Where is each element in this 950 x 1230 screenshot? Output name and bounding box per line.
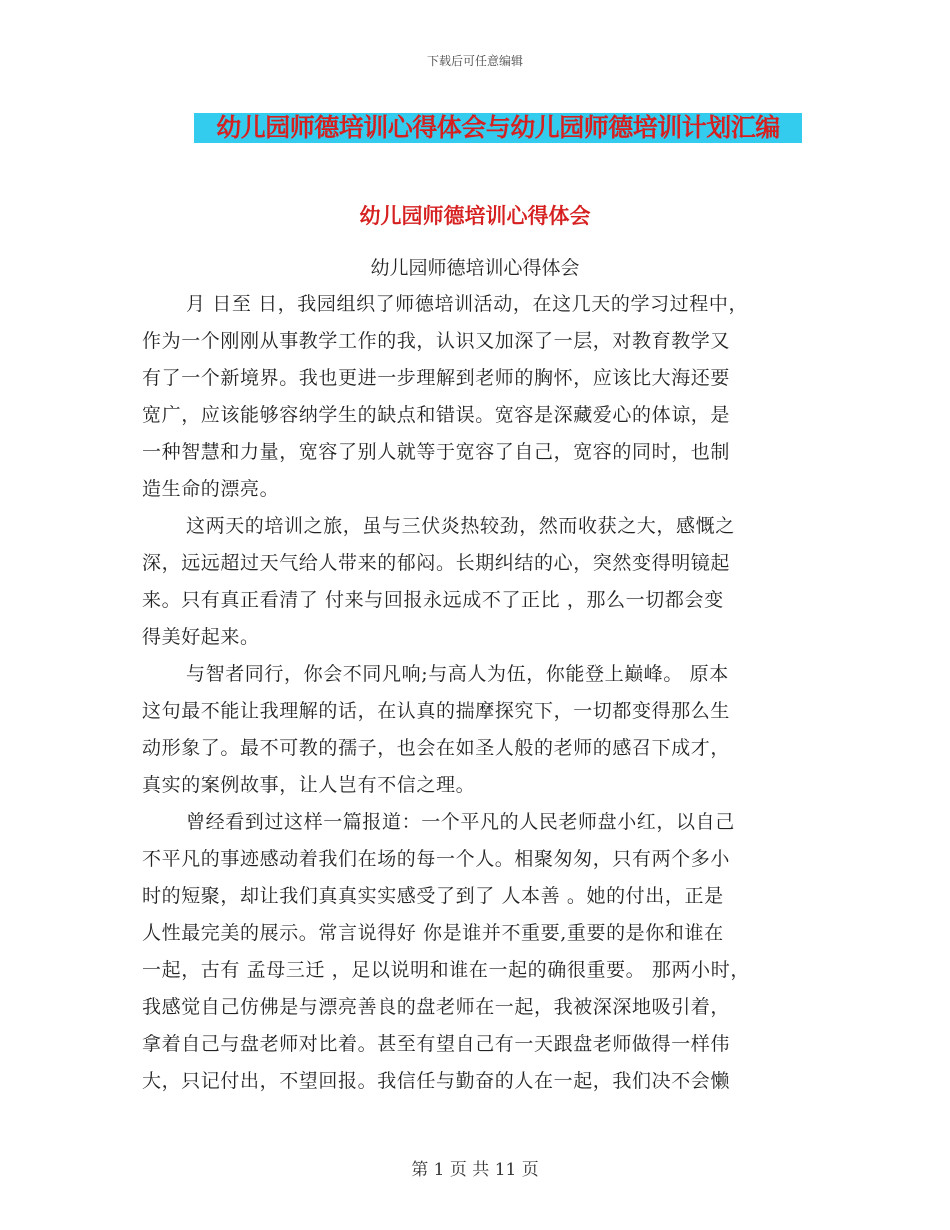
text-line: 作为一个刚刚从事教学工作的我，认识又加深了一层，对教育教学又 (142, 330, 731, 352)
text-line: 月 日至 日，我园组织了师德培训活动，在这几天的学习过程中， (186, 293, 749, 315)
text-line: 宽广，应该能够容纳学生的缺点和错误。宽容是深藏爱心的体谅，是 (142, 404, 731, 426)
text-line: 不平凡的事迹感动着我们在场的每一个人。相聚匆匆，只有两个多小 (142, 848, 731, 870)
text-line: 一种智慧和力量，宽容了别人就等于宽容了自己，宽容的同时，也制 (142, 441, 731, 463)
sub-title: 幼儿园师德培训心得体会 (370, 257, 580, 279)
body-text (142, 286, 802, 1100)
text-line: 拿着自己与盘老师对比着。甚至有望自己有一天跟盘老师做得一样伟 (142, 1033, 731, 1055)
text-line: 有了一个新境界。我也更进一步理解到老师的胸怀，应该比大海还要 (142, 367, 731, 389)
main-title: 幼儿园师德培训心得体会与幼儿园师德培训计划汇编 (194, 113, 802, 143)
text-line: 大，只记付出，不望回报。我信任与勤奋的人在一起，我们决不会懒 (142, 1070, 731, 1092)
text-line: 这两天的培训之旅，虽与三伏炎热较劲，然而收获之大，感慨之 (186, 515, 735, 537)
text-line: 动形象了。最不可教的孺子，也会在如圣人般的老师的感召下成才， (142, 737, 731, 759)
text-line: 这句最不能让我理解的话，在认真的揣摩探究下，一切都变得那么生 (142, 700, 731, 722)
text-line: 一起，古有 孟母三迁 ，足以说明和谁在一起的确很重要。 那两小时， (142, 959, 750, 981)
text-line: 曾经看到过这样一篇报道：一个平凡的人民老师盘小红，以自己 (186, 811, 735, 833)
text-line: 得美好起来。 (142, 626, 260, 648)
text-line: 时的短聚，却让我们真真实实感受了到了 人本善 。她的付出，正是 (142, 885, 724, 907)
text-line: 深，远远超过天气给人带来的郁闷。长期纠结的心，突然变得明镜起 (142, 552, 731, 574)
section-title: 幼儿园师德培训心得体会 (359, 204, 591, 228)
text-line: 人性最完美的展示。常言说得好 你是谁并不重要,重要的是你和谁在 (142, 922, 724, 944)
text-line: 我感觉自己仿佛是与漂亮善良的盘老师在一起，我被深深地吸引着， (142, 996, 731, 1018)
text-line: 真实的案例故事，让人岂有不信之理。 (142, 774, 476, 796)
text-line: 造生命的漂亮。 (142, 478, 280, 500)
text-line: 来。只有真正看清了 付来与回报永远成不了正比 ，那么一切都会变 (142, 589, 724, 611)
text-line: 与智者同行，你会不同凡响;与高人为伍，你能登上巅峰。 原本 (186, 663, 729, 685)
header-note: 下载后可任意编辑 (426, 54, 523, 68)
page-footer: 第 1 页 共 11 页 (411, 1160, 539, 1180)
